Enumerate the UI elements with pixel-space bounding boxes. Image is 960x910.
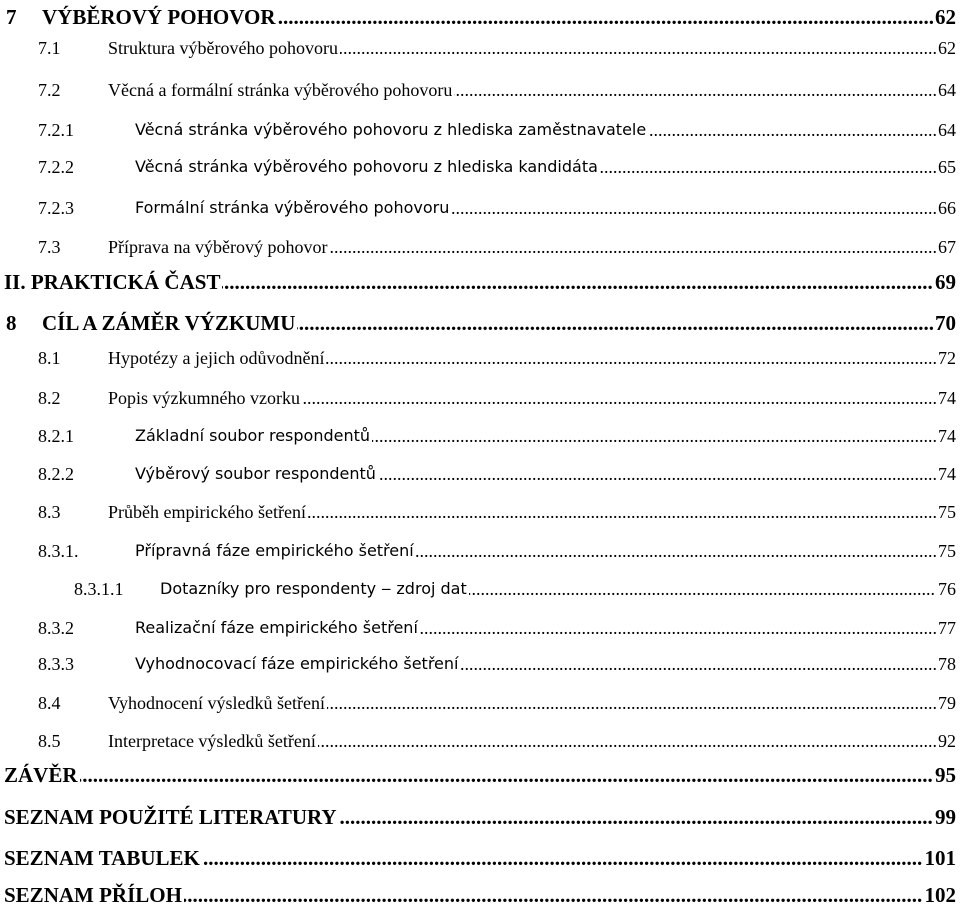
toc-entry-number: 8.3.1.1 — [74, 574, 124, 604]
toc-entry-number: 7.1 — [38, 33, 61, 63]
toc-entry[interactable] — [0, 383, 960, 413]
toc-entry-number: 8.3.3 — [38, 649, 74, 679]
toc-page-number: 77 — [936, 613, 956, 643]
toc-entry[interactable] — [0, 726, 960, 756]
toc-entry-number: 7 — [6, 2, 17, 32]
toc-entry-title: Struktura výběrového pohovoru — [108, 33, 340, 63]
toc-page-number: 65 — [936, 152, 956, 182]
toc-page-number: 69 — [933, 267, 956, 297]
toc-page-number: 99 — [933, 802, 956, 832]
toc-entry[interactable] — [0, 613, 960, 643]
toc-entry-title: Dotazníky pro respondenty ‒ zdroj dat — [160, 574, 469, 604]
toc-entry-number: 7.2.2 — [38, 152, 74, 182]
toc-entry[interactable] — [0, 232, 960, 262]
toc-entry-number: 7.2.3 — [38, 193, 74, 223]
toc-page-number: 75 — [936, 497, 956, 527]
toc-entry-title: Věcná a formální stránka výběrového pohovoru — [108, 75, 454, 105]
toc-entry[interactable] — [0, 33, 960, 63]
toc-entry-title: Realizační fáze empirického šetření — [135, 613, 420, 643]
toc-page-number: 62 — [936, 33, 956, 63]
toc-page-number: 95 — [933, 760, 956, 790]
toc-page-number: 66 — [936, 193, 956, 223]
toc-entry-title: Věcná stránka výběrového pohovoru z hlediska kandidáta — [135, 152, 600, 182]
toc-page-number: 79 — [936, 688, 956, 718]
toc-entry-title: Hypotézy a jejich odůvodnění — [108, 343, 326, 373]
toc-entry[interactable] — [0, 688, 960, 718]
toc-page-number: 102 — [923, 880, 957, 910]
toc-entry[interactable] — [0, 760, 960, 790]
toc-entry-number: 8.2 — [38, 383, 61, 413]
toc-entry-title: Výběrový soubor respondentů — [135, 459, 378, 489]
toc-entry-title: Vyhodnocovací fáze empirického šetření — [135, 649, 460, 679]
toc-entry-title: Interpretace výsledků šetření — [108, 726, 318, 756]
toc-entry-number: 7.2 — [38, 75, 61, 105]
toc-page-number: 64 — [936, 75, 956, 105]
toc-page-number: 92 — [936, 726, 956, 756]
toc-entry[interactable] — [0, 152, 960, 182]
toc-entry-title: Příprava na výběrový pohovor — [108, 232, 329, 262]
toc-entry-title: ZÁVĚR — [4, 760, 80, 790]
toc-entry-title: SEZNAM POUŽITÉ LITERATURY — [4, 802, 339, 832]
toc-entry[interactable] — [0, 267, 960, 297]
toc-entry[interactable] — [0, 574, 960, 604]
toc-entry[interactable] — [0, 459, 960, 489]
toc-page-number: 75 — [936, 536, 956, 566]
toc-entry-number: 8.5 — [38, 726, 61, 756]
toc-entry-title: Průběh empirického šetření — [108, 497, 308, 527]
toc-page-number: 74 — [936, 383, 956, 413]
toc-page-number: 78 — [936, 649, 956, 679]
toc-entry-title: Popis výzkumného vzorku — [108, 383, 302, 413]
toc-entry[interactable] — [0, 193, 960, 223]
toc-entry-title: Formální stránka výběrového pohovoru — [135, 193, 451, 223]
toc-entry-title: SEZNAM PŘÍLOH — [4, 880, 184, 910]
toc-entry-number: 7.2.1 — [38, 115, 74, 145]
toc-entry-title: Základní soubor respondentů — [135, 421, 372, 451]
toc-page-number: 76 — [936, 574, 956, 604]
toc-entry[interactable] — [0, 308, 960, 338]
toc-entry[interactable] — [0, 536, 960, 566]
toc-entry-number: 8.3.1. — [38, 536, 79, 566]
toc-entry[interactable] — [0, 343, 960, 373]
toc-entry-number: 8.1 — [38, 343, 61, 373]
toc-entry-number: 8.4 — [38, 688, 61, 718]
toc-entry-number: 8.2.1 — [38, 421, 74, 451]
toc-entry[interactable] — [0, 115, 960, 145]
toc-entry-title: Vyhodnocení výsledků šetření — [108, 688, 327, 718]
toc-page-number: 74 — [936, 421, 956, 451]
toc-entry-number: 8.3 — [38, 497, 61, 527]
toc-page-number: 70 — [933, 308, 956, 338]
toc-entry-title: CÍL A ZÁMĚR VÝZKUMU — [42, 308, 297, 338]
toc-entry[interactable] — [0, 880, 960, 910]
toc-entry-title: VÝBĚROVÝ POHOVOR — [42, 2, 278, 32]
toc-page-number: 72 — [936, 343, 956, 373]
toc-entry[interactable] — [0, 2, 960, 32]
toc-entry-number: 7.3 — [38, 232, 61, 262]
toc-entry-title: Přípravná fáze empirického šetření — [135, 536, 416, 566]
toc-entry[interactable] — [0, 802, 960, 832]
toc-page-number: 62 — [933, 2, 956, 32]
toc-page-number: 101 — [923, 843, 957, 873]
toc-entry-title: Věcná stránka výběrového pohovoru z hlediska zaměstnavatele — [135, 115, 648, 145]
toc-entry-number: 8.2.2 — [38, 459, 74, 489]
toc-entry-number: 8 — [6, 308, 17, 338]
toc-entry-title: SEZNAM TABULEK — [4, 843, 202, 873]
toc-page-number: 74 — [936, 459, 956, 489]
toc-entry-title: II. PRAKTICKÁ ČAST — [4, 267, 222, 297]
toc-entry[interactable] — [0, 649, 960, 679]
toc-entry[interactable] — [0, 75, 960, 105]
toc-dot-leader — [14, 760, 956, 790]
toc-entry[interactable] — [0, 497, 960, 527]
toc-page-number: 67 — [936, 232, 956, 262]
toc-entry[interactable] — [0, 421, 960, 451]
toc-entry-number: 8.3.2 — [38, 613, 74, 643]
toc-entry[interactable] — [0, 843, 960, 873]
toc-page-number: 64 — [936, 115, 956, 145]
